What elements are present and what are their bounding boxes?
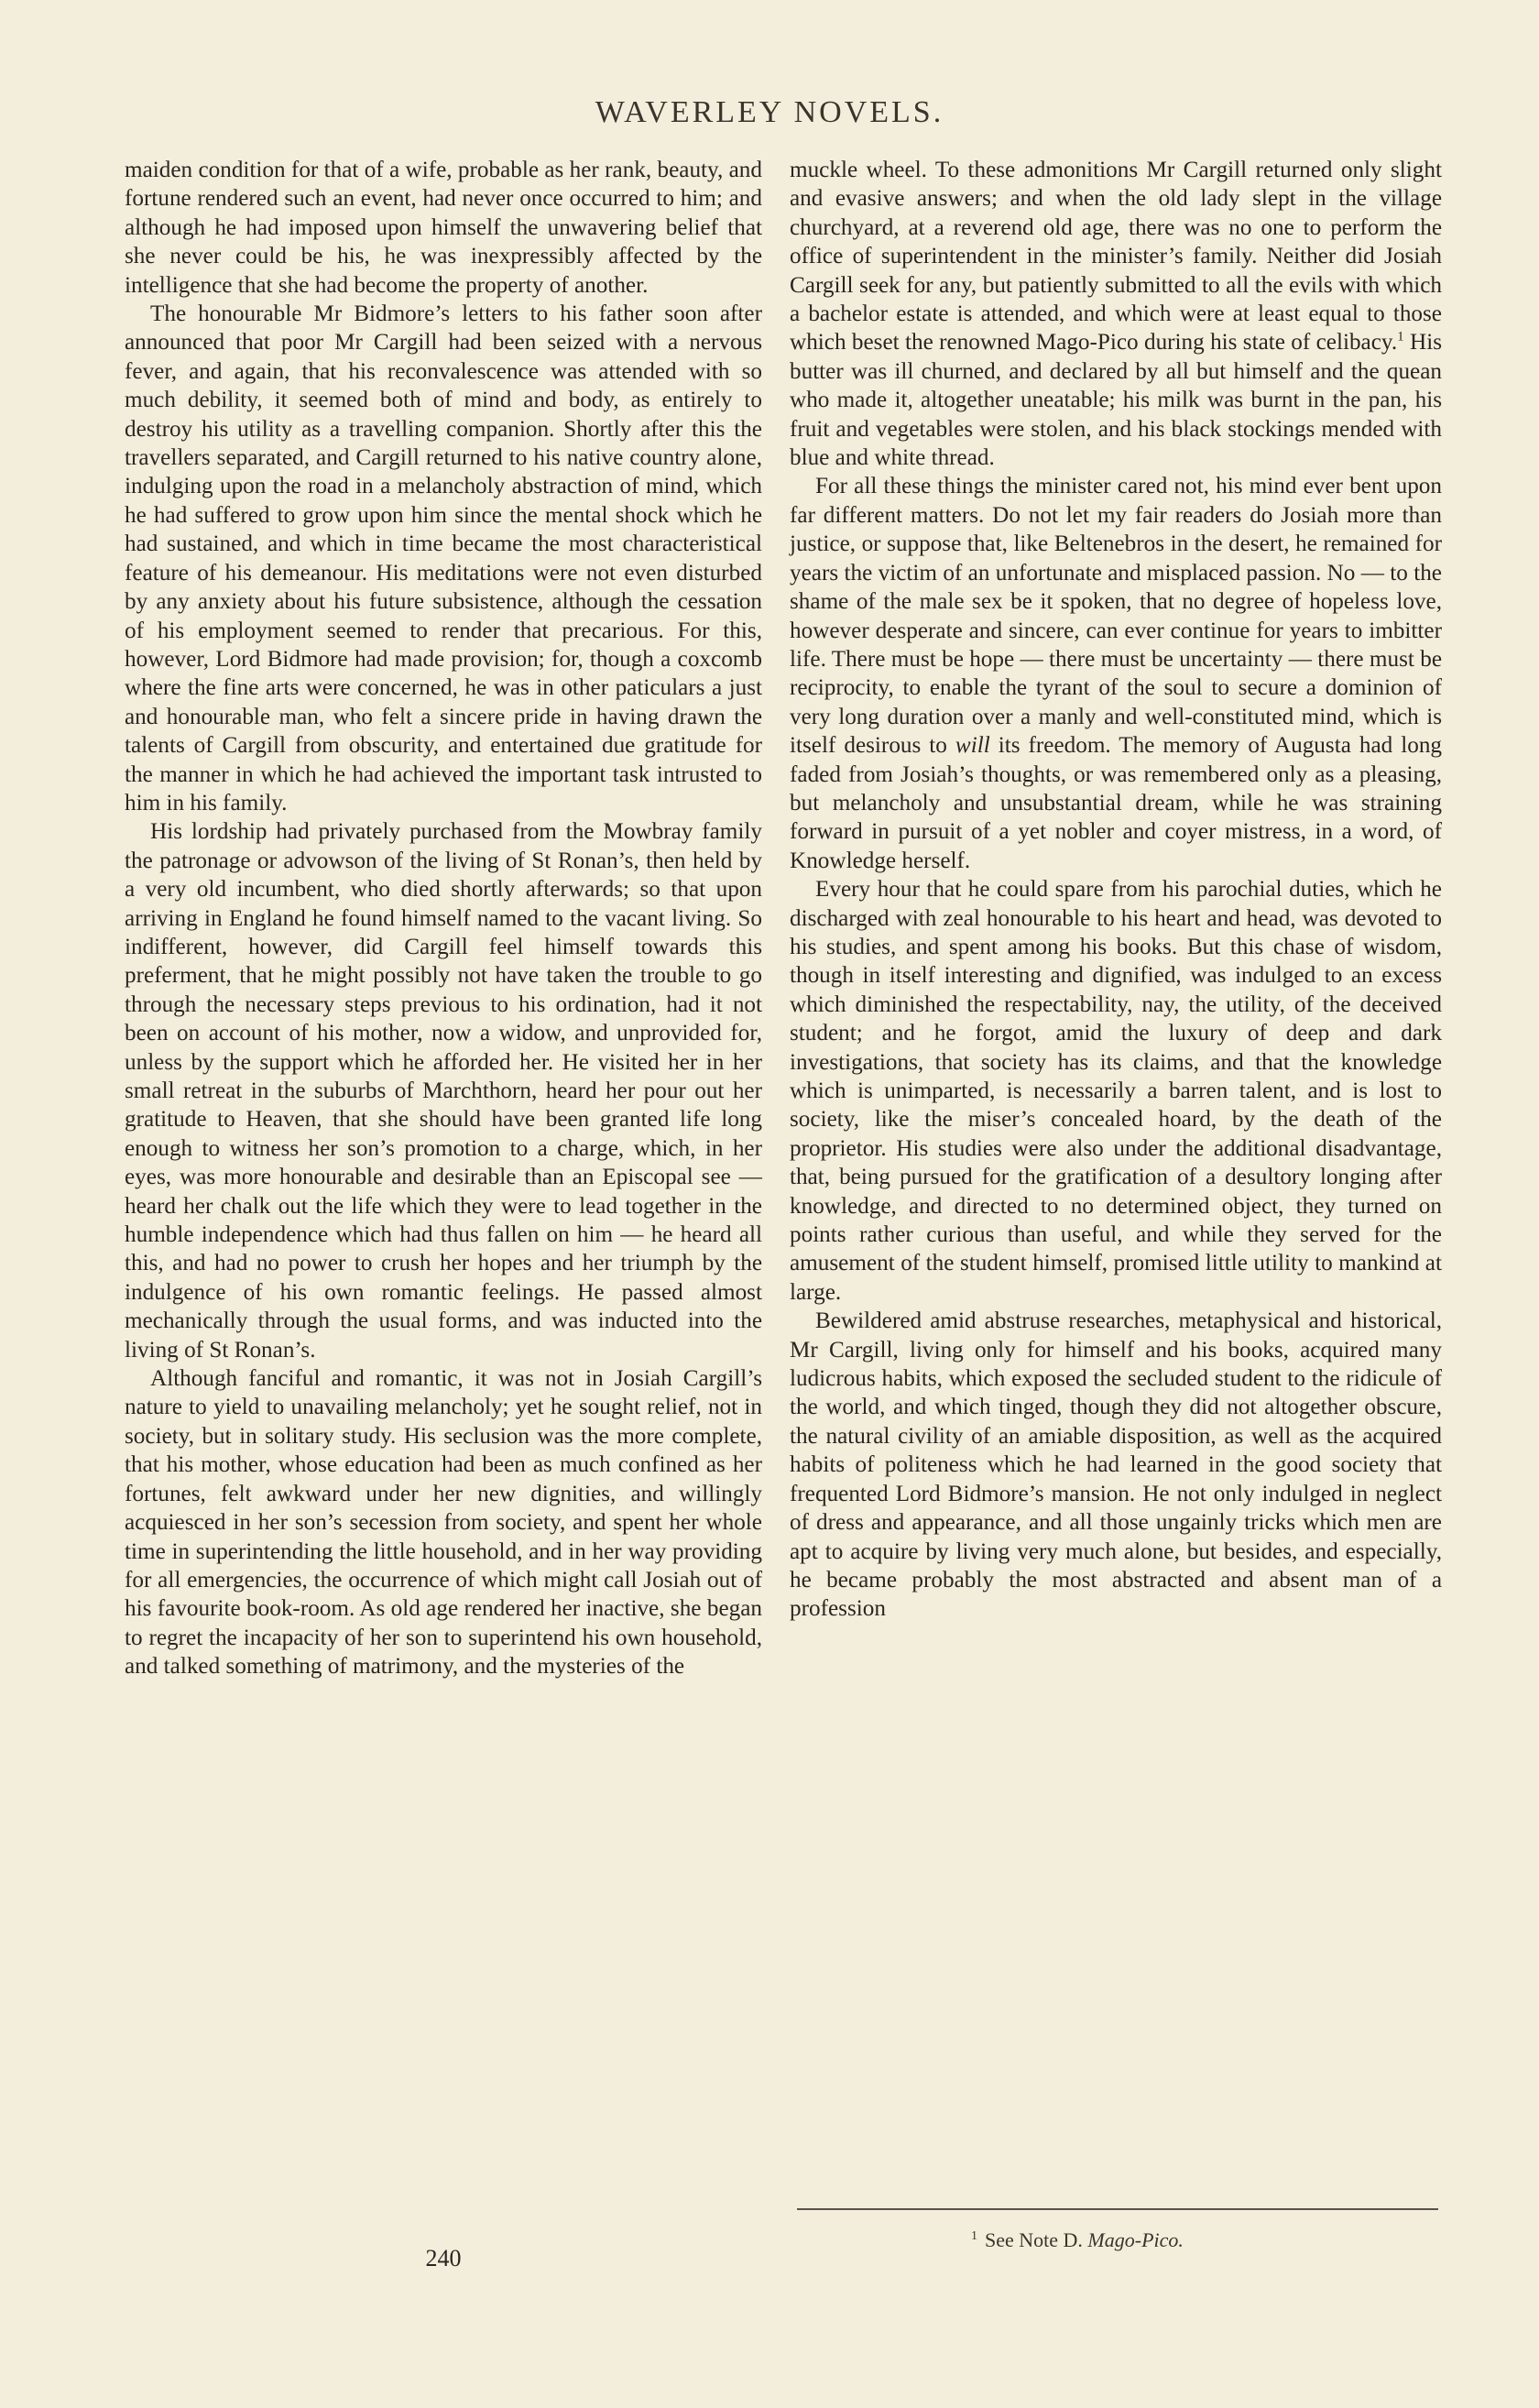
paragraph	[790, 472, 1442, 875]
running-head: WAVERLEY NOVELS.	[595, 95, 944, 129]
italic-word: will	[955, 733, 990, 759]
paragraph: Bewildered amid abstruse researches, metaphysical and historical, Mr Cargill, living only for himself and his books, acquired many ludicrous habits, which exposed the secluded student to the ridicule of the world, and which tinged, though they did not altogether obscure, the natural civility of an amiable disposition, as well as the acquired habits of politeness which he had learned in the good society that frequented Lord Bidmore’s mansion. He not only indulged in neglect of dress and appearance, and all those ungainly tricks which men are apt to acquire by living very much alone, but besides, and especially, he became probably the most abstracted and absent man of a profession	[790, 1308, 1442, 1622]
footnote-title: Mago-Pico.	[1087, 2228, 1184, 2251]
footnote	[971, 2228, 1184, 2252]
footnote-text: See Note D.	[985, 2228, 1083, 2251]
paragraph: Although fanciful and romantic, it was not in Josiah Cargill’s nature to yield to unavailing melancholy; yet he sought relief, not in society, but in solitary study. His seclusion was the more complete, that his mother, whose education had been as much confined as her fortunes, felt awkward under her new dignities, and willingly acquiesced in her son’s secession from society, and spent her whole time in superintending the little household, and in her way providing for all emergencies, the occurrence of which might call Josiah out of his favourite book-room. As old age rendered her inactive, she began to regret the incapacity of her son to superintend his own household, and talked something of matrimony, and the mysteries of the	[125, 1366, 762, 1680]
paragraph	[790, 156, 1442, 472]
footnote-divider	[797, 2208, 1438, 2210]
footnote-reference[interactable]: 1	[1397, 330, 1404, 345]
text-run: its freedom. The memory of Augusta had long faded from Josiah’s thoughts, or was remembered only as a pleasing, but melancholy and unsubstantial dream, while he was straining forward in pursuit of a yet nobler and coyer mistress, in a word, of Knowledge herself.	[790, 733, 1443, 873]
text-run: muckle wheel. To these admonitions Mr Cargill returned only slight and evasive answers; and when the old lady slept in the village churchyard, at a reverend old age, there was no one to perform the office of superintendent in the minister’s family. Neither did Josiah Cargill seek for any, but patiently submitted to all the evils with which a bachelor estate is attended, and which were at least equal to those which beset the renowned Mago-Pico during his state of celibacy.	[790, 158, 1442, 356]
text-run: His butter was ill churned, and declared by all but himself and the quean who made it, altogether uneatable; his milk was burnt in the pan, his fruit and vegetables were stolen, and his black stockings mended with blue and white thread.	[790, 330, 1442, 471]
paragraph: maiden condition for that of a wife, probable as her rank, beauty, and fortune rendered such an event, had never once occurred to him; and although he had imposed upon himself the unwavering belief that she never could be his, he was inexpressibly affected by the intelligence that she had become the property of another.	[125, 158, 762, 298]
paragraph: His lordship had privately purchased from the Mowbray family the patronage or advowson of the living of St Ronan’s, then held by a very old incumbent, who died shortly afterwards; so that upon arriving in England he found himself named to the vacant living. So indifferent, however, did Cargill feel himself towards this preferment, that he might possibly not have taken the trouble to go through the necessary steps previous to his ordination, had it not been on account of his mother, now a widow, and unprovided for, unless by the support which he afforded her. He visited her in her small retreat in the suburbs of Marchthorn, heard her pour out her gratitude to Heaven, that she should have been granted life long enough to witness her son’s promotion to a charge, which, in her eyes, was more honourable and desirable than an Episcopal see — heard her chalk out the life which they were to lead together in the humble independence which had thus fallen on him — he heard all this, and had no power to crush her hopes and her triumph by the indulgence of his own romantic feelings. He passed almost mechanically through the usual forms, and was inducted into the living of St Ronan’s.	[125, 819, 762, 1363]
paragraph: The honourable Mr Bidmore’s letters to his father soon after announced that poor Mr Cargill had been seized with a nervous fever, and again, that his reconvalescence was attended with so much debility, it seemed both of mind and body, as entirely to destroy his utility as a travelling companion. Shortly after this the travellers separated, and Cargill returned to his native country alone, indulging upon the road in a melancholy abstraction of mind, which he had suffered to grow upon him since the mental shock which he had sustained, and which in time became the most characteristical feature of his demeanour. His meditations were not even disturbed by any anxiety about his future subsistence, although the cessation of his employment seemed to render that precarious. For this, however, Lord Bidmore had made provision; for, though a coxcomb where the fine arts were concerned, he was in other paticulars a just and honourable man, who felt a sincere pride in having drawn the talents of Cargill from obscurity, and entertained due gratitude for the manner in which he had achieved the important task intrusted to him in his family.	[125, 301, 762, 815]
text-column-left	[125, 156, 762, 1681]
text-run: For all these things the minister cared not, his mind ever bent upon far different matters. Do not let my fair readers do Josiah more than justice, or suppose that, like Beltenebros in the desert, he remained for years the victim of an unfortunate and misplaced passion. No — to the shame of the male sex be it spoken, that no degree of hopeless love, however desperate and sincere, can ever continue for years to imbitter life. There must be hope — there must be uncertainty — there must be reciprocity, to enable the tyrant of the soul to secure a dominion of very long duration over a manly and well-constituted mind, which is itself desirous to	[790, 474, 1442, 759]
footnote-marker: 1	[971, 2228, 977, 2243]
paragraph: Every hour that he could spare from his parochial duties, which he discharged with zeal honourable to his heart and head, was devoted to his studies, and spent among his books. But this chase of wisdom, though in itself interesting and dignified, was indulged to an excess which diminished the respectability, nay, the utility, of the deceived student; and he forgot, amid the luxury of deep and dark investigations, that society has its claims, and that the knowledge which is unimparted, is necessarily a barren talent, and is lost to society, like the miser’s concealed hoard, by the death of the proprietor. His studies were also under the additional disadvantage, that, being pursued for the gratification of a desultory longing after knowledge, and directed to no determined object, they turned on points rather curious than useful, and while they served for the amusement of the student himself, promised little utility to mankind at large.	[790, 877, 1442, 1305]
text-column-right	[790, 156, 1442, 1624]
page-number: 240	[425, 2245, 462, 2271]
